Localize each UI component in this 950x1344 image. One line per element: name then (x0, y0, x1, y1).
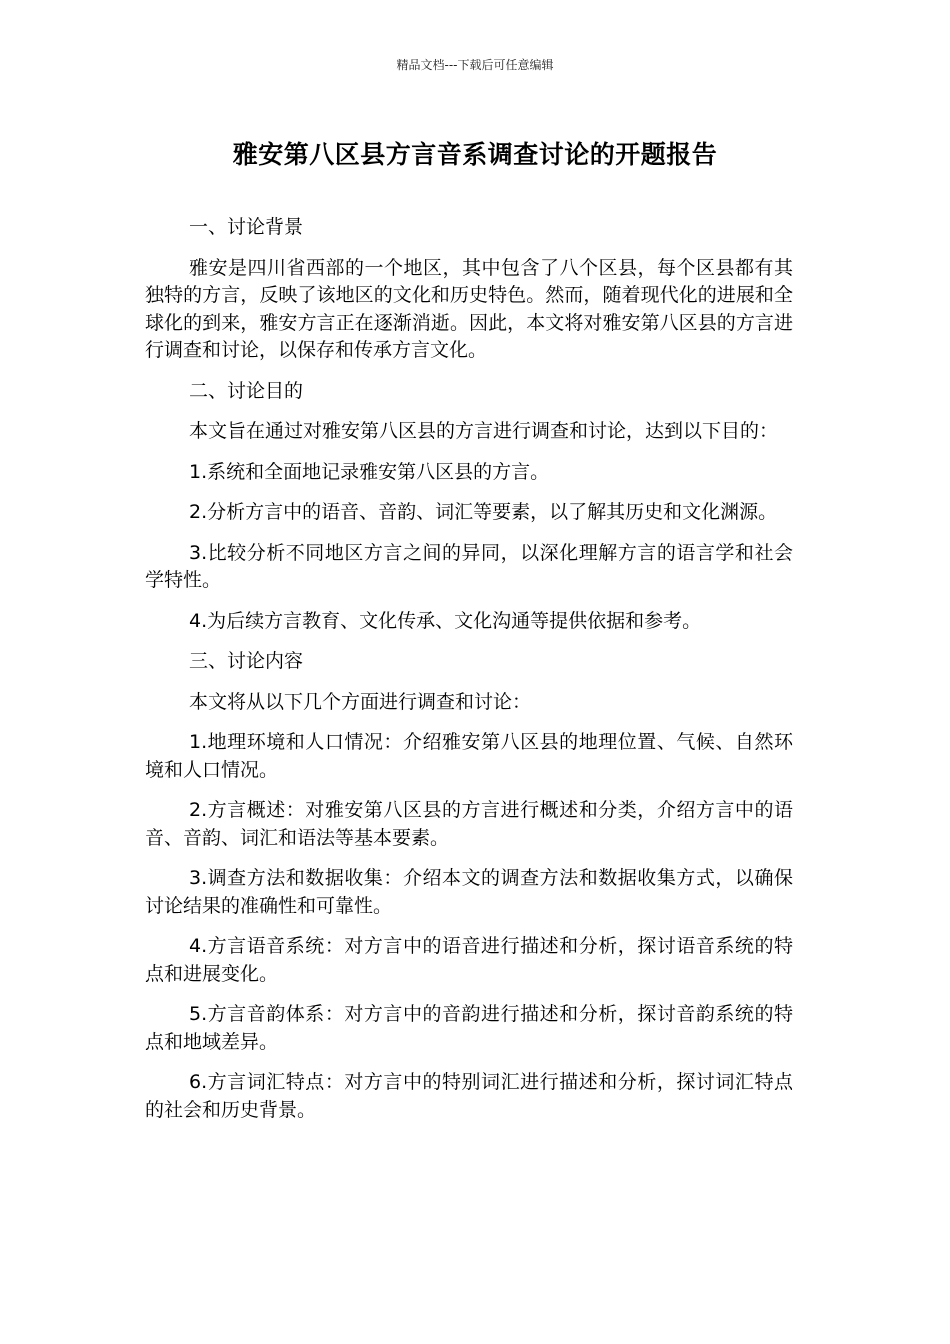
list-item-content-1: 1.地理环境和人口情况：介绍雅安第八区县的地理位置、气候、自然环境和人口情况。 (145, 731, 793, 781)
list-item-content-3: 3.调查方法和数据收集：介绍本文的调查方法和数据收集方式，以确保讨论结果的准确性和可靠性。 (145, 867, 793, 917)
list-item-content-5: 5.方言音韵体系：对方言中的音韵进行描述和分析，探讨音韵系统的特点和地域差异。 (145, 1003, 793, 1053)
list-item-purpose-2: 2.分析方言中的语音、音韵、词汇等要素，以了解其历史和文化渊源。 (189, 501, 778, 523)
section-heading-purpose: 二、讨论目的 (189, 379, 304, 402)
section-heading-content: 三、讨论内容 (189, 650, 304, 672)
paragraph-content-intro: 本文将从以下几个方面进行调查和讨论： (189, 690, 532, 713)
list-item-content-6: 6.方言词汇特点：对方言中的特别词汇进行描述和分析，探讨词汇特点的社会和历史背景。 (145, 1071, 793, 1121)
document-body (145, 214, 793, 1137)
list-item-content-2: 2.方言概述：对雅安第八区县的方言进行概述和分类，介绍方言中的语音、音韵、词汇和语法等基本要素。 (145, 799, 793, 849)
list-item-purpose-4: 4.为后续方言教育、文化传承、文化沟通等提供依据和参考。 (189, 609, 702, 632)
paragraph-purpose-intro: 本文旨在通过对雅安第八区县的方言进行调查和讨论，达到以下目的： (189, 420, 779, 442)
list-item-content-4: 4.方言语音系统：对方言中的语音进行描述和分析，探讨语音系统的特点和进展变化。 (145, 935, 793, 985)
document-title: 雅安第八区县方言音系调查讨论的开题报告 (232, 140, 718, 169)
section-heading-background: 一、讨论背景 (189, 216, 304, 238)
paragraph-background: 雅安是四川省西部的一个地区，其中包含了八个区县，每个区县都有其独特的方言，反映了该地区的文化和历史特色。然而，随着现代化的进展和全球化的到来，雅安方言正在逐渐消逝。因此，本文将对雅安第八区县的方言进行调查和讨论，以保存和传承方言文化。 (145, 256, 793, 361)
list-item-purpose-1: 1.系统和全面地记录雅安第八区县的方言。 (189, 460, 550, 483)
list-item-purpose-3: 3.比较分析不同地区方言之间的异同，以深化理解方言的语言学和社会学特性。 (145, 541, 793, 591)
page-header: 精品文档---下载后可任意编辑 (396, 58, 554, 72)
